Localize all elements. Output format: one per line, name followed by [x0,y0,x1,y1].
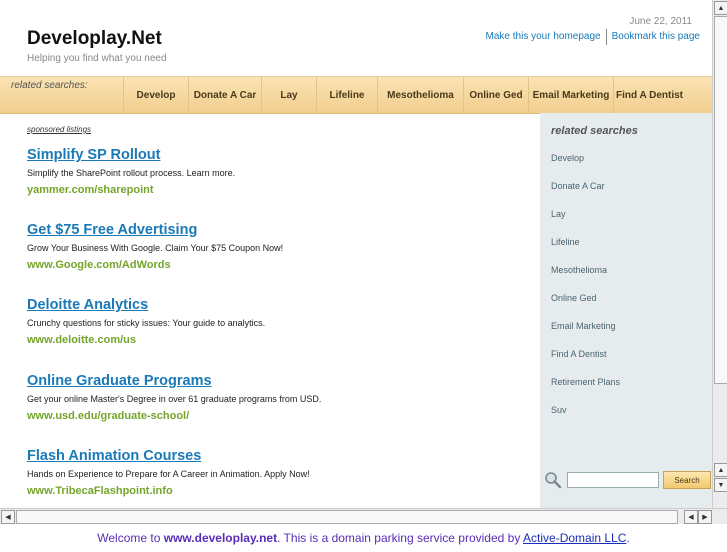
header-links [486,31,700,47]
related-searches-bar [0,76,712,114]
sidebar-heading: related searches [551,125,638,137]
horizontal-scrollbar[interactable] [0,508,727,524]
listing-url[interactable]: www.usd.edu/graduate-school/ [27,410,190,422]
scroll-right-icon[interactable]: ▶ [698,510,712,524]
search-button[interactable]: Search [663,471,711,489]
listing [27,373,321,422]
sponsored-listings-label: sponsored listings [27,125,92,134]
listing-title[interactable]: Get $75 Free Advertising [27,222,198,238]
sidebar-item-email-marketing[interactable]: Email Marketing [551,321,616,331]
footer-middle: . This is a domain parking service provided by [277,531,524,545]
listing-title[interactable]: Deloitte Analytics [27,297,149,313]
related-searches-bar-items [123,77,685,113]
search-icon [544,471,562,489]
listing-description: Grow Your Business With Google. Claim Your $75 Coupon Now! [27,243,284,253]
date-label: June 22, 2011 [629,16,692,27]
listing [27,147,235,196]
related-searches-sidebar [540,113,712,508]
sidebar-item-mesothelioma[interactable]: Mesothelioma [551,265,608,275]
listing-url[interactable]: yammer.com/sharepoint [27,184,154,196]
vertical-scrollbar[interactable] [712,0,727,508]
sidebar-item-lay[interactable]: Lay [551,209,566,219]
footer-prefix: Welcome to [97,531,164,545]
listing [27,222,283,271]
topbar-item-online-ged[interactable]: Online Ged [463,77,528,113]
search-input[interactable] [567,472,659,488]
topbar-item-find-a-dentist[interactable]: Find A Dentist [613,77,685,113]
sponsored-listings-area [0,113,540,508]
provider-link[interactable]: Active-Domain LLC [523,531,627,545]
listing-url[interactable]: www.Google.com/AdWords [27,259,171,271]
listing-description: Simplify the SharePoint rollout process. Learn more. [27,168,236,178]
topbar-item-donate-a-car[interactable]: Donate A Car [188,77,261,113]
listing-title[interactable]: Flash Animation Courses [27,448,202,464]
site-header [0,0,712,77]
listing-title[interactable]: Simplify SP Rollout [27,147,161,163]
scroll-up-icon[interactable]: ▲ [714,1,727,15]
listing-description: Crunchy questions for sticky issues: Your guide to analytics. [27,318,266,328]
listing-url[interactable]: www.TribecaFlashpoint.info [27,485,173,497]
topbar-item-mesothelioma[interactable]: Mesothelioma [377,77,463,113]
listing-description: Hands on Experience to Prepare for A Career in Animation. Apply Now! [27,469,310,479]
parking-footer [0,524,727,545]
sidebar-item-retirement-plans[interactable]: Retirement Plans [551,377,621,387]
listing [27,448,310,497]
bookmark-link[interactable]: Bookmark this page [611,31,700,42]
sidebar-item-donate-a-car[interactable]: Donate A Car [551,181,605,191]
topbar-item-email-marketing[interactable]: Email Marketing [528,77,613,113]
sidebar-item-find-a-dentist[interactable]: Find A Dentist [551,349,607,359]
sidebar-search [544,471,711,489]
listing-title[interactable]: Online Graduate Programs [27,373,212,389]
scroll-up-icon[interactable]: ▲ [714,463,727,477]
sidebar-item-develop[interactable]: Develop [551,153,585,163]
related-searches-label: related searches: [11,80,88,91]
listing-description: Get your online Master's Degree in over 61 graduate programs from USD. [27,394,322,404]
sidebar-item-lifeline[interactable]: Lifeline [551,237,580,247]
topbar-item-develop[interactable]: Develop [123,77,188,113]
footer-suffix: . [626,531,630,545]
sidebar-item-suv[interactable]: Suv [551,405,567,415]
topbar-item-lifeline[interactable]: Lifeline [316,77,377,113]
topbar-item-lay[interactable]: Lay [261,77,316,113]
site-title[interactable]: Developlay.Net [27,28,162,49]
vertical-scroll-thumb[interactable] [714,16,727,384]
horizontal-scroll-thumb[interactable] [16,510,678,524]
scroll-left-icon[interactable]: ◀ [1,510,15,524]
listing-url[interactable]: www.deloitte.com/us [27,334,136,346]
scroll-down-icon[interactable]: ▼ [714,478,727,492]
listing [27,297,265,346]
site-tagline: Helping you find what you need [27,53,167,64]
scroll-left-icon[interactable]: ◀ [684,510,698,524]
sidebar-item-online-ged[interactable]: Online Ged [551,293,597,303]
link-divider [606,29,607,45]
footer-domain: www.developlay.net [163,531,278,545]
make-homepage-link[interactable]: Make this your homepage [485,31,601,42]
